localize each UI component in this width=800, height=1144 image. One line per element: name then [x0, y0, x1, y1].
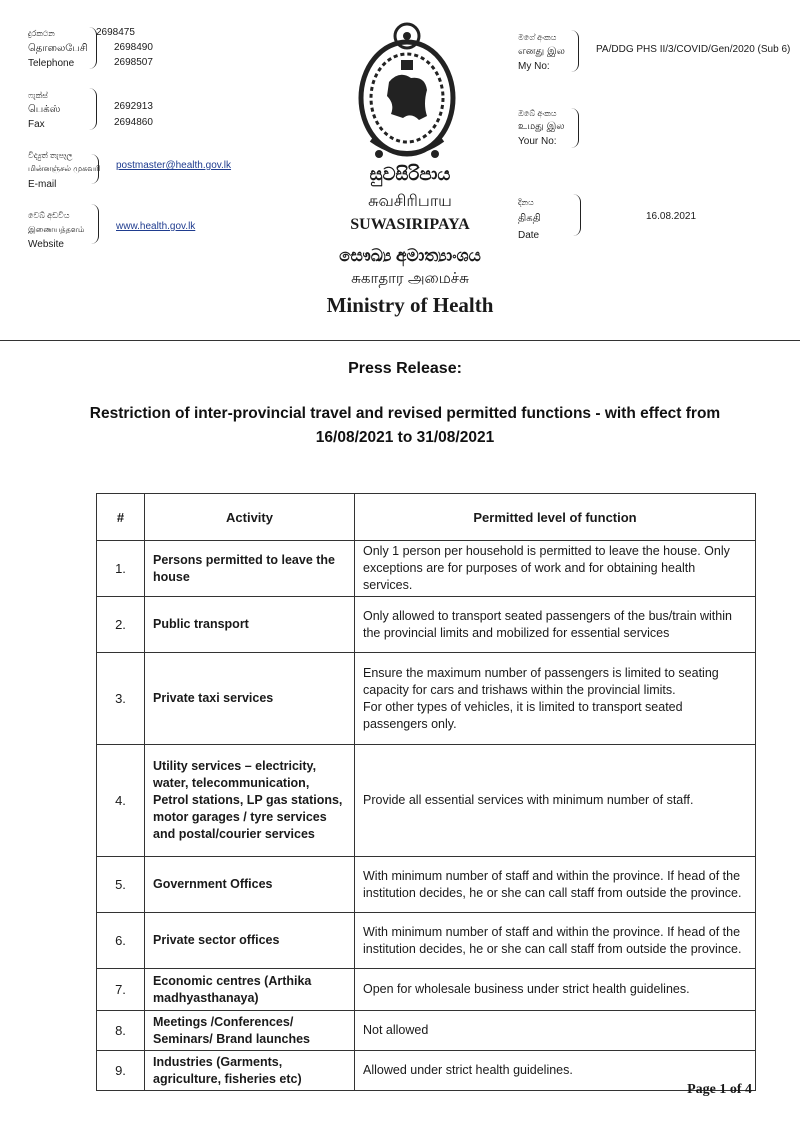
row-activity: Persons permitted to leave the house [145, 541, 355, 597]
row-activity: Private taxi services [145, 653, 355, 745]
my-no-label-ta: எனது இல [518, 46, 565, 57]
table-row [97, 857, 756, 913]
sri-lanka-emblem-icon [349, 20, 465, 170]
row-activity: Economic centres (Arthika madhyasthanaya) [145, 969, 355, 1011]
website-label-si: වෙබ් අඩවිය [28, 211, 70, 220]
row-function: Allowed under strict health guidelines. [355, 1051, 756, 1091]
row-function: Not allowed [355, 1011, 756, 1051]
table-row [97, 913, 756, 969]
date-brace [572, 194, 581, 236]
row-number: 1. [97, 541, 145, 597]
row-number: 8. [97, 1011, 145, 1051]
column-header-activity: Activity [145, 494, 355, 541]
fax-label-si: ෆැක්ස් [28, 91, 48, 100]
telephone-label-ta: தொலைபேசி [28, 43, 88, 54]
ministry-name: Ministry of Health [326, 293, 494, 317]
fax-label: Fax [28, 119, 45, 130]
row-function: With minimum number of staff and within the province. If head of the institution decides, he or she can call staff from outside the province. [355, 913, 756, 969]
email-label-si: විද්‍යුත් තැපෑල [28, 151, 73, 160]
press-release-title: Press Release: [348, 360, 462, 377]
column-header-function: Permitted level of function [355, 494, 756, 541]
ministry-name-si: සෞඛ්‍ය අමාත්‍යාංශය [339, 246, 481, 265]
table-row [97, 653, 756, 745]
email-label-ta: மின்னஞ்சல் முகவரி [28, 164, 101, 173]
header-divider [0, 340, 800, 341]
row-function: Only 1 person per household is permitted to leave the house. Only exceptions are for purposes of work and for obtaining health services. [355, 541, 756, 597]
your-no-label: Your No: [518, 136, 557, 147]
table-row [97, 1051, 756, 1091]
row-activity: Meetings /Conferences/ Seminars/ Brand launches [145, 1011, 355, 1051]
fax-number-1: 2692913 [114, 101, 153, 112]
fax-brace [88, 88, 97, 130]
fax-number-2: 2694860 [114, 117, 153, 128]
my-no-brace [570, 30, 579, 72]
page-number: Page 1 of 4 [687, 1082, 752, 1097]
column-header-number: # [97, 494, 145, 541]
office-name: SUWASIRIPAYA [350, 216, 470, 233]
your-no-brace [570, 108, 579, 148]
my-no-label: My No: [518, 61, 550, 72]
website-label-ta: இணையத்தளம் [28, 225, 85, 234]
table-row [97, 969, 756, 1011]
my-no-value: PA/DDG PHS II/3/COVID/Gen/2020 (Sub 6) [596, 44, 791, 55]
email-brace [90, 154, 99, 184]
row-function: Open for wholesale business under strict health guidelines. [355, 969, 756, 1011]
table-row [97, 541, 756, 597]
row-number: 5. [97, 857, 145, 913]
row-number: 9. [97, 1051, 145, 1091]
permitted-functions-table [96, 493, 756, 1091]
row-number: 4. [97, 745, 145, 857]
subject-line-1: Restriction of inter-provincial travel and revised permitted functions - with effect from [89, 405, 721, 422]
office-name-ta: சுவசிரிபாய [368, 193, 452, 210]
telephone-number-1: 2698475 [96, 27, 135, 38]
table-row [97, 1011, 756, 1051]
telephone-label: Telephone [28, 58, 75, 69]
date-label: Date [518, 230, 540, 241]
row-function: With minimum number of staff and within the province. If head of the institution decides, he or she can call staff from outside the province. [355, 857, 756, 913]
row-activity: Government Offices [145, 857, 355, 913]
telephone-number-3: 2698507 [114, 57, 153, 68]
row-function: Provide all essential services with minimum number of staff. [355, 745, 756, 857]
row-activity: Private sector offices [145, 913, 355, 969]
ministry-name-ta: சுகாதார அமைச்சு [351, 270, 469, 287]
telephone-number-2: 2698490 [114, 42, 153, 53]
email-label: E-mail [28, 179, 57, 190]
telephone-label-si: දුරකථන [28, 29, 55, 38]
fax-label-ta: பெக்ஸ் [28, 104, 61, 115]
your-no-label-ta: உமது இல [518, 121, 565, 132]
row-function: Ensure the maximum number of passengers is limited to seating capacity for cars and trishaws within the provincial limits. For other types of vehicles, it is limited to transport seated passengers only. [355, 653, 756, 745]
date-label-ta: திகதி [518, 213, 541, 224]
row-number: 7. [97, 969, 145, 1011]
table-row [97, 597, 756, 653]
email-link[interactable]: postmaster@health.gov.lk [116, 160, 232, 171]
row-activity: Public transport [145, 597, 355, 653]
date-value: 16.08.2021 [646, 211, 697, 222]
row-activity: Utility services – electricity, water, telecommunication, Petrol stations, LP gas stations, motor garages / tyre services and postal/courier services [145, 745, 355, 857]
row-activity: Industries (Garments, agriculture, fisheries etc) [145, 1051, 355, 1091]
your-no-label-si: ඔබේ අංකය [518, 109, 557, 118]
office-name-si: සුවසිරිපාය [369, 164, 451, 184]
row-number: 2. [97, 597, 145, 653]
website-brace [90, 204, 99, 244]
website-link[interactable]: www.health.gov.lk [116, 221, 196, 232]
website-label: Website [28, 239, 64, 250]
row-function: Only allowed to transport seated passengers of the bus/train within the provincial limits and mobilized for essential services [355, 597, 756, 653]
subject-line-2: 16/08/2021 to 31/08/2021 [315, 429, 495, 446]
table-row [97, 745, 756, 857]
row-number: 6. [97, 913, 145, 969]
my-no-label-si: මගේ අංකය [518, 33, 557, 42]
date-label-si: දිනය [518, 198, 534, 207]
table-header-row [97, 494, 756, 541]
row-number: 3. [97, 653, 145, 745]
